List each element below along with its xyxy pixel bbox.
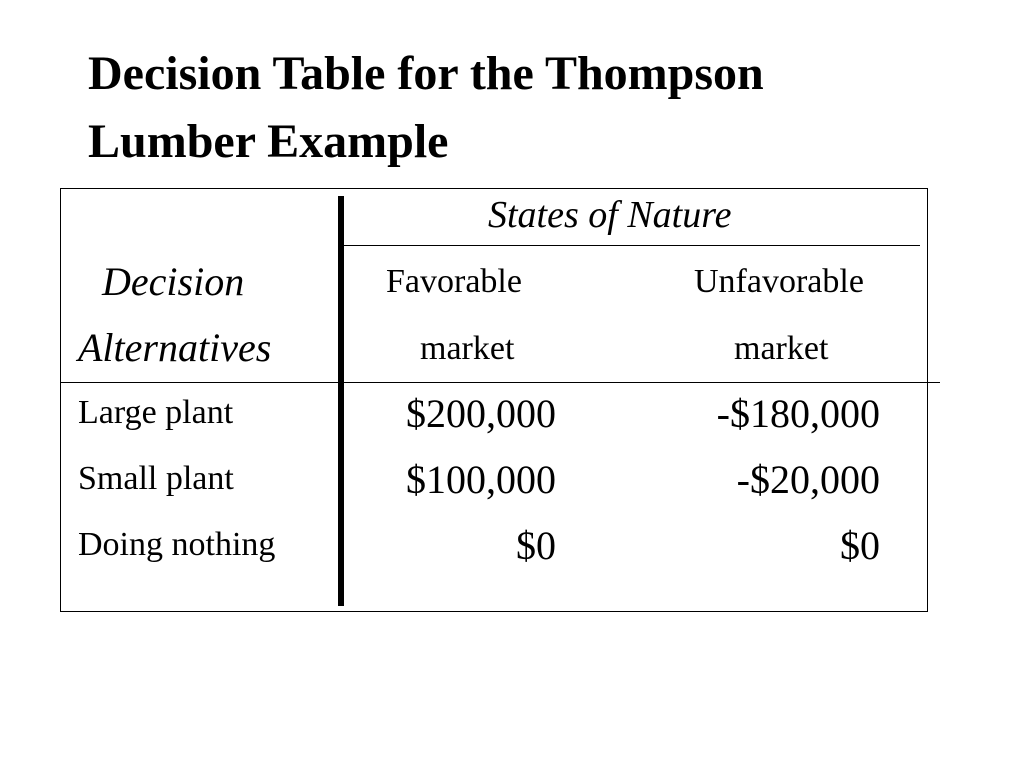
row-label-large-plant: Large plant: [78, 394, 234, 431]
title-line-2: Lumber Example: [88, 115, 449, 168]
title-line-1: Decision Table for the Thompson: [88, 47, 764, 100]
cell-large-plant-favorable: $200,000: [406, 391, 556, 436]
cell-doing-nothing-unfavorable: $0: [840, 523, 880, 568]
states-header-underline: [344, 245, 920, 246]
cell-large-plant-unfavorable: -$180,000: [716, 391, 880, 436]
cell-small-plant-unfavorable: -$20,000: [736, 457, 880, 502]
cell-small-plant-favorable: $100,000: [406, 457, 556, 502]
column-header-unfavorable-market: market: [734, 330, 829, 367]
row-header-line-2: Alternatives: [78, 325, 272, 370]
row-label-small-plant: Small plant: [78, 460, 234, 497]
column-header-favorable: Favorable: [386, 263, 522, 300]
column-header-unfavorable: Unfavorable: [694, 263, 864, 300]
row-label-doing-nothing: Doing nothing: [78, 526, 276, 563]
row-header-line-1: Decision: [102, 259, 245, 304]
column-header-favorable-market: market: [420, 330, 515, 367]
slide-title: [88, 40, 764, 176]
table-vertical-divider: [338, 196, 344, 606]
states-of-nature-header: States of Nature: [488, 194, 732, 236]
header-body-divider: [60, 382, 940, 383]
cell-doing-nothing-favorable: $0: [516, 523, 556, 568]
